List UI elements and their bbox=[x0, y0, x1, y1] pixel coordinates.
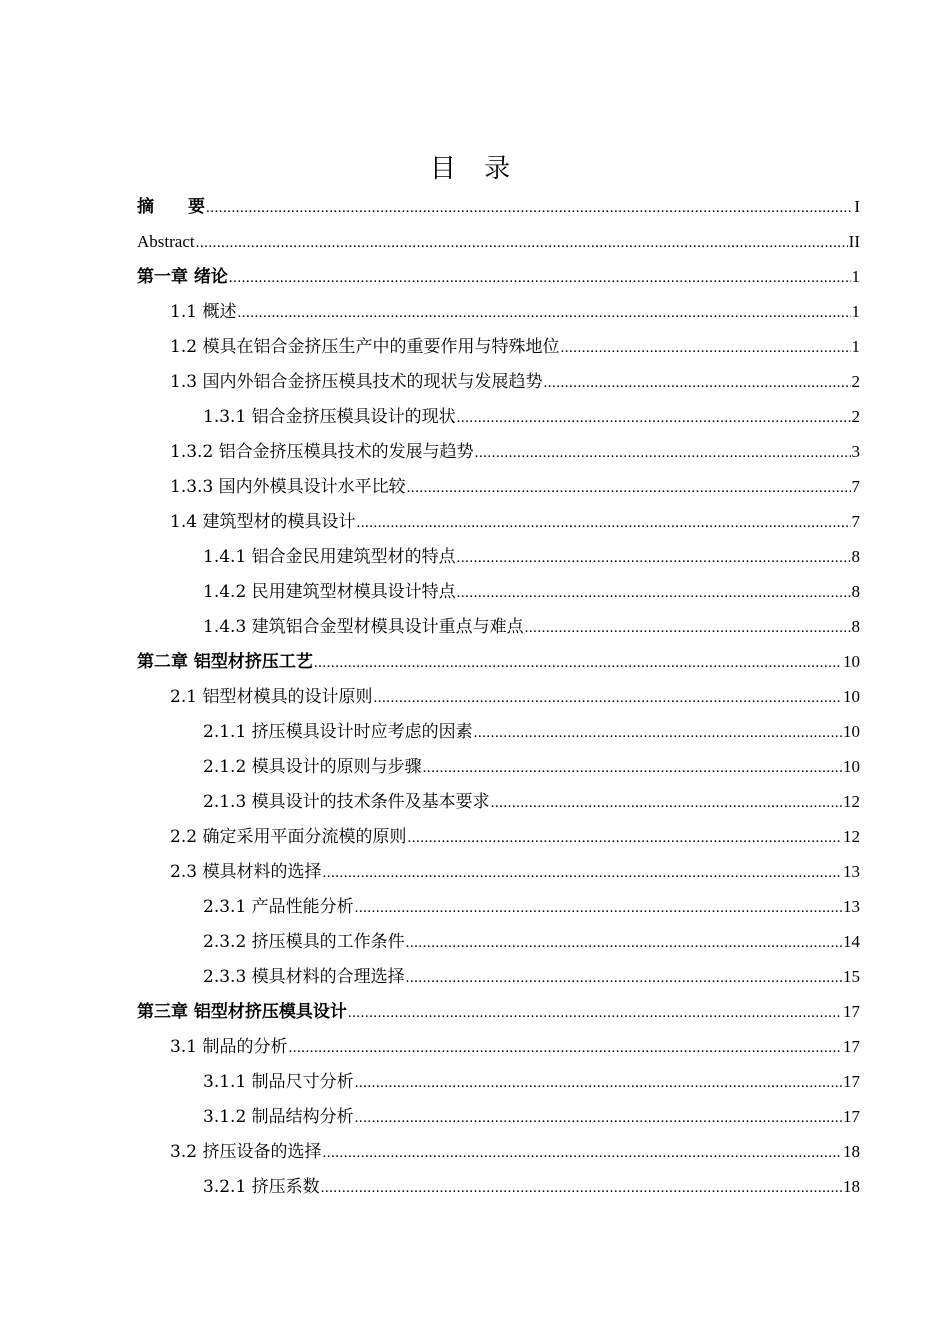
toc-entry-page-number: 8 bbox=[851, 617, 860, 636]
dot-leader bbox=[457, 576, 851, 611]
toc-entry-label: 第一章 绪论 bbox=[137, 267, 228, 287]
dot-leader bbox=[407, 821, 842, 856]
toc-entry[interactable] bbox=[137, 259, 860, 294]
toc-entry[interactable] bbox=[137, 609, 860, 644]
toc-entry-page-number: 12 bbox=[843, 827, 860, 846]
toc-entry[interactable] bbox=[137, 469, 860, 504]
toc-entry[interactable] bbox=[137, 364, 860, 399]
dot-leader bbox=[314, 646, 842, 681]
dot-leader bbox=[237, 296, 850, 331]
toc-entry-page-number: 10 bbox=[843, 652, 860, 671]
toc-entry[interactable] bbox=[137, 819, 860, 854]
toc-entry[interactable] bbox=[137, 854, 860, 889]
toc-entry-page-number: 12 bbox=[843, 792, 860, 811]
dot-leader bbox=[457, 541, 851, 576]
dot-leader bbox=[355, 1101, 842, 1136]
toc-entry-label: 1.4.2 民用建筑型材模具设计特点 bbox=[203, 582, 456, 602]
dot-leader bbox=[474, 716, 842, 751]
toc-entry[interactable] bbox=[137, 574, 860, 609]
toc-entry-page-number: 10 bbox=[843, 757, 860, 776]
toc-entry-label: 1.4 建筑型材的模具设计 bbox=[170, 512, 356, 532]
toc-entry-label: 2.1.1 挤压模具设计时应考虑的因素 bbox=[203, 722, 473, 742]
toc-entry[interactable] bbox=[137, 994, 860, 1029]
toc-entry[interactable] bbox=[137, 924, 860, 959]
toc-entry-page-number: 1 bbox=[851, 302, 860, 321]
dot-leader bbox=[373, 681, 842, 716]
toc-entry-page-number: II bbox=[848, 232, 860, 251]
toc-entry-page-number: 1 bbox=[851, 267, 860, 286]
toc-entry-label: 1.3 国内外铝合金挤压模具技术的现状与发展趋势 bbox=[170, 372, 543, 392]
toc-entry-page-number: 18 bbox=[843, 1142, 860, 1161]
dot-leader bbox=[348, 996, 842, 1031]
toc-entry-page-number: I bbox=[854, 197, 860, 216]
dot-leader bbox=[406, 961, 842, 996]
dot-leader bbox=[322, 1136, 842, 1171]
dot-leader bbox=[525, 611, 851, 646]
toc-entry-label: 第二章 铝型材挤压工艺 bbox=[137, 652, 313, 672]
toc-entry-page-number: 10 bbox=[843, 722, 860, 741]
dot-leader bbox=[322, 856, 842, 891]
toc-entry[interactable] bbox=[137, 1169, 860, 1204]
toc-entry-label: 2.3.3 模具材料的合理选择 bbox=[203, 967, 405, 987]
toc-entry-label: 2.2 确定采用平面分流模的原则 bbox=[170, 827, 407, 847]
toc-entry[interactable] bbox=[137, 399, 860, 434]
dot-leader bbox=[355, 1066, 842, 1101]
dot-leader bbox=[406, 926, 842, 961]
toc-entry-label: 3.1.2 制品结构分析 bbox=[203, 1107, 354, 1127]
toc-entry[interactable] bbox=[137, 539, 860, 574]
dot-leader bbox=[491, 786, 842, 821]
toc-entry-label: 3.2.1 挤压系数 bbox=[203, 1177, 320, 1197]
toc-entry-page-number: 7 bbox=[851, 477, 860, 496]
toc-entry-page-number: 1 bbox=[851, 337, 860, 356]
toc-entry-label: 1.2 模具在铝合金挤压生产中的重要作用与特殊地位 bbox=[170, 337, 560, 357]
toc-entry-label: 1.1 概述 bbox=[170, 302, 237, 322]
dot-leader bbox=[423, 751, 842, 786]
toc-entry[interactable] bbox=[137, 784, 860, 819]
toc-entry-page-number: 2 bbox=[851, 372, 860, 391]
toc-entry-label: 2.1 铝型材模具的设计原则 bbox=[170, 687, 373, 707]
toc-entry-page-number: 17 bbox=[843, 1107, 860, 1126]
toc-entry-label: 摘 要 bbox=[137, 197, 205, 217]
toc-entry-page-number: 14 bbox=[843, 932, 860, 951]
dot-leader bbox=[321, 1171, 842, 1206]
dot-leader bbox=[196, 226, 848, 261]
toc-entry-label: Abstract bbox=[137, 232, 195, 251]
toc-entry[interactable] bbox=[137, 679, 860, 714]
toc-entry-page-number: 10 bbox=[843, 687, 860, 706]
toc-entry[interactable] bbox=[137, 504, 860, 539]
toc-entry-label: 第三章 铝型材挤压模具设计 bbox=[137, 1002, 347, 1022]
dot-leader bbox=[407, 471, 851, 506]
dot-leader bbox=[355, 891, 842, 926]
toc-entry-page-number: 8 bbox=[851, 582, 860, 601]
toc-entry-page-number: 13 bbox=[843, 897, 860, 916]
toc-entry-label: 2.1.3 模具设计的技术条件及基本要求 bbox=[203, 792, 490, 812]
toc-entry[interactable] bbox=[137, 714, 860, 749]
dot-leader bbox=[475, 436, 851, 471]
page-title: 目 录 bbox=[429, 154, 521, 184]
dot-leader bbox=[543, 366, 850, 401]
toc-entry[interactable] bbox=[137, 434, 860, 469]
toc-entry[interactable] bbox=[137, 1134, 860, 1169]
toc-entry-label: 1.3.3 国内外模具设计水平比较 bbox=[170, 477, 406, 497]
dot-leader bbox=[560, 331, 850, 366]
toc-entry[interactable] bbox=[137, 959, 860, 994]
toc-entry-page-number: 18 bbox=[843, 1177, 860, 1196]
toc-entry-page-number: 15 bbox=[843, 967, 860, 986]
toc-entry-label: 1.4.1 铝合金民用建筑型材的特点 bbox=[203, 547, 456, 567]
toc-entry[interactable] bbox=[137, 329, 860, 364]
toc-entry[interactable] bbox=[137, 889, 860, 924]
toc-entry-page-number: 2 bbox=[851, 407, 860, 426]
toc-entry-label: 2.3.2 挤压模具的工作条件 bbox=[203, 932, 405, 952]
toc-entry-label: 2.1.2 模具设计的原则与步骤 bbox=[203, 757, 422, 777]
dot-leader bbox=[356, 506, 850, 541]
dot-leader bbox=[457, 401, 851, 436]
toc-entry[interactable] bbox=[137, 294, 860, 329]
toc-entry-label: 1.4.3 建筑铝合金型材模具设计重点与难点 bbox=[203, 617, 524, 637]
toc-entry-label: 3.1.1 制品尺寸分析 bbox=[203, 1072, 354, 1092]
table-of-contents bbox=[137, 189, 860, 1204]
toc-entry[interactable] bbox=[137, 1099, 860, 1134]
toc-entry-page-number: 7 bbox=[851, 512, 860, 531]
toc-entry-label: 1.3.2 铝合金挤压模具技术的发展与趋势 bbox=[170, 442, 474, 462]
dot-leader bbox=[288, 1031, 842, 1066]
toc-entry-label: 2.3 模具材料的选择 bbox=[170, 862, 322, 882]
toc-entry[interactable] bbox=[137, 1029, 860, 1064]
toc-entry[interactable] bbox=[137, 749, 860, 784]
toc-entry-page-number: 13 bbox=[843, 862, 860, 881]
toc-entry-page-number: 8 bbox=[851, 547, 860, 566]
toc-entry-label: 1.3.1 铝合金挤压模具设计的现状 bbox=[203, 407, 456, 427]
toc-entry-page-number: 17 bbox=[843, 1072, 860, 1091]
toc-entry-label: 3.1 制品的分析 bbox=[170, 1037, 288, 1057]
toc-entry-page-number: 3 bbox=[851, 442, 860, 461]
toc-entry-page-number: 17 bbox=[843, 1037, 860, 1056]
dot-leader bbox=[229, 261, 851, 296]
toc-entry[interactable] bbox=[137, 189, 860, 224]
toc-entry[interactable] bbox=[137, 224, 860, 259]
toc-entry-label: 2.3.1 产品性能分析 bbox=[203, 897, 354, 917]
dot-leader bbox=[206, 191, 853, 226]
toc-entry-label: 3.2 挤压设备的选择 bbox=[170, 1142, 322, 1162]
toc-entry-page-number: 17 bbox=[843, 1002, 860, 1021]
toc-entry[interactable] bbox=[137, 644, 860, 679]
toc-entry[interactable] bbox=[137, 1064, 860, 1099]
